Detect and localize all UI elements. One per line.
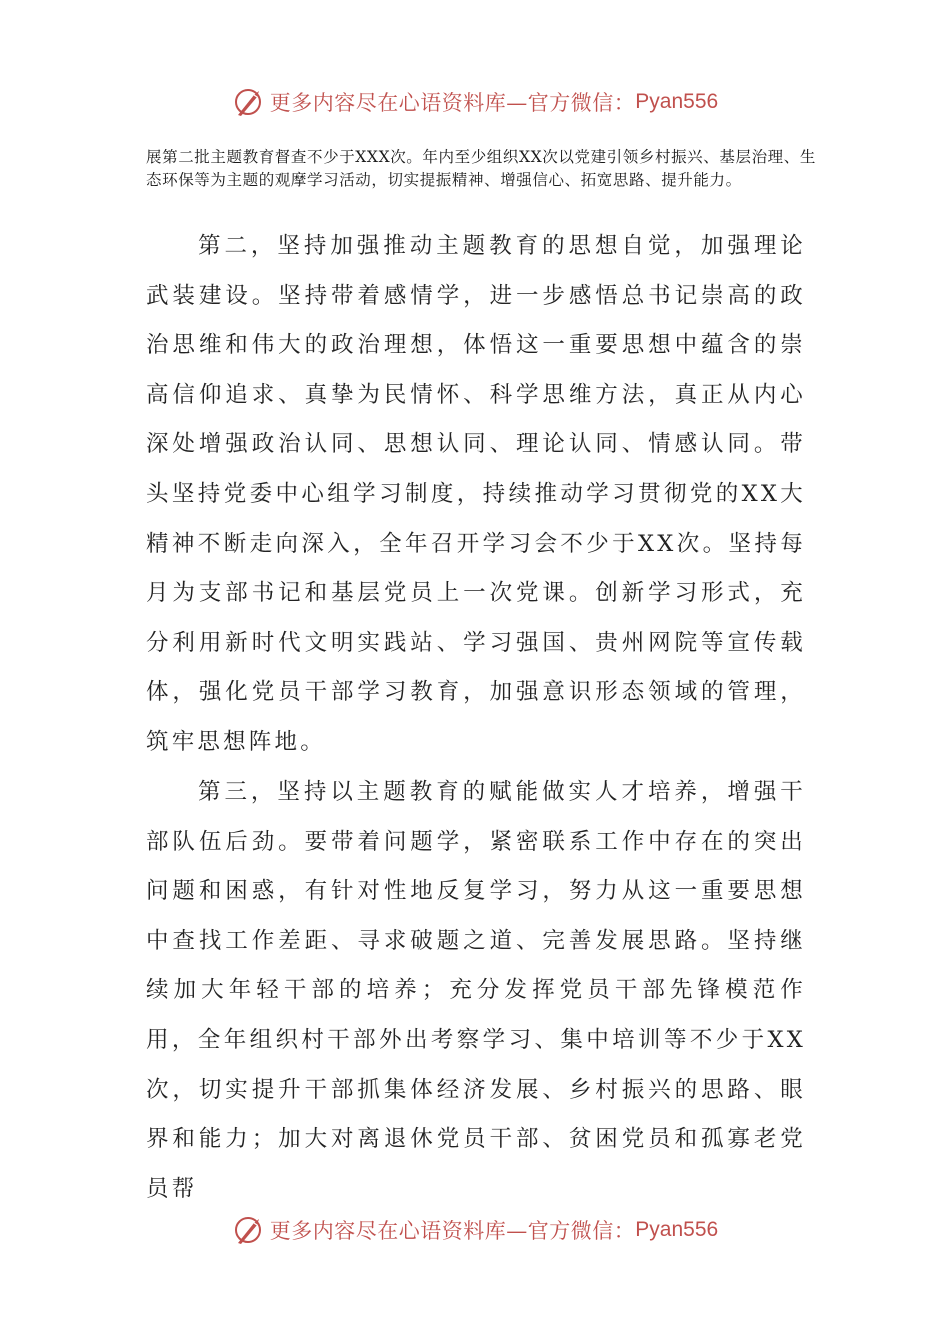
header-banner — [0, 82, 950, 122]
footer-banner-wechat-id: Pyan556 — [635, 1218, 719, 1241]
header-banner-wechat-id: Pyan556 — [635, 90, 719, 113]
pen-nib-logo-icon — [232, 85, 266, 119]
paragraph-continuation: 展第二批主题教育督查不少于XXX次。年内至少组织XX次以党建引领乡村振兴、基层治理、生态环保等为主题的观摩学习活动，切实提振精神、增强信心、拓宽思路、提升能力。 — [146, 148, 816, 189]
footer-banner-text: 更多内容尽在心语资料库—官方微信： — [269, 1219, 636, 1243]
pen-nib-logo-icon — [232, 1213, 266, 1247]
footer-banner — [0, 1210, 950, 1250]
header-banner-text: 更多内容尽在心语资料库—官方微信： — [269, 91, 636, 115]
paragraph-second-point: 第二，坚持加强推动主题教育的思想自觉，加强理论武装建设。坚持带着感情学，进一步感悟总书记崇高的政治思维和伟大的政治理想，体悟这一重要思想中蕴含的崇高信仰追求、真挚为民情怀、科学思维方法，真正从内心深处增强政治认同、思想认同、理论认同、情感认同。带头坚持党委中心组学习制度，持续推动学习贯彻党的XX大精神不断走向深入，全年召开学习会不少于XX次。坚持每月为支部书记和基层党员上一次党课。创新学习形式，充分利用新时代文明实践站、学习强国、贵州网院等宣传载体，强化党员干部学习教育，加强意识形态领域的管理，筑牢思想阵地。 — [146, 233, 806, 755]
paragraph-third-point: 第三，坚持以主题教育的赋能做实人才培养，增强干部队伍后劲。要带着问题学，紧密联系工作中存在的突出问题和困惑，有针对性地反复学习，努力从这一重要思想中查找工作差距、寻求破题之道、完善发展思路。坚持继续加大年轻干部的培养；充分发挥党员干部先锋模范作用，全年组织村干部外出考察学习、集中培训等不少于XX次，切实提升干部抓集体经济发展、乡村振兴的思路、眼界和能力；加大对离退休党员干部、贫困党员和孤寡老党员帮 — [146, 779, 806, 1202]
